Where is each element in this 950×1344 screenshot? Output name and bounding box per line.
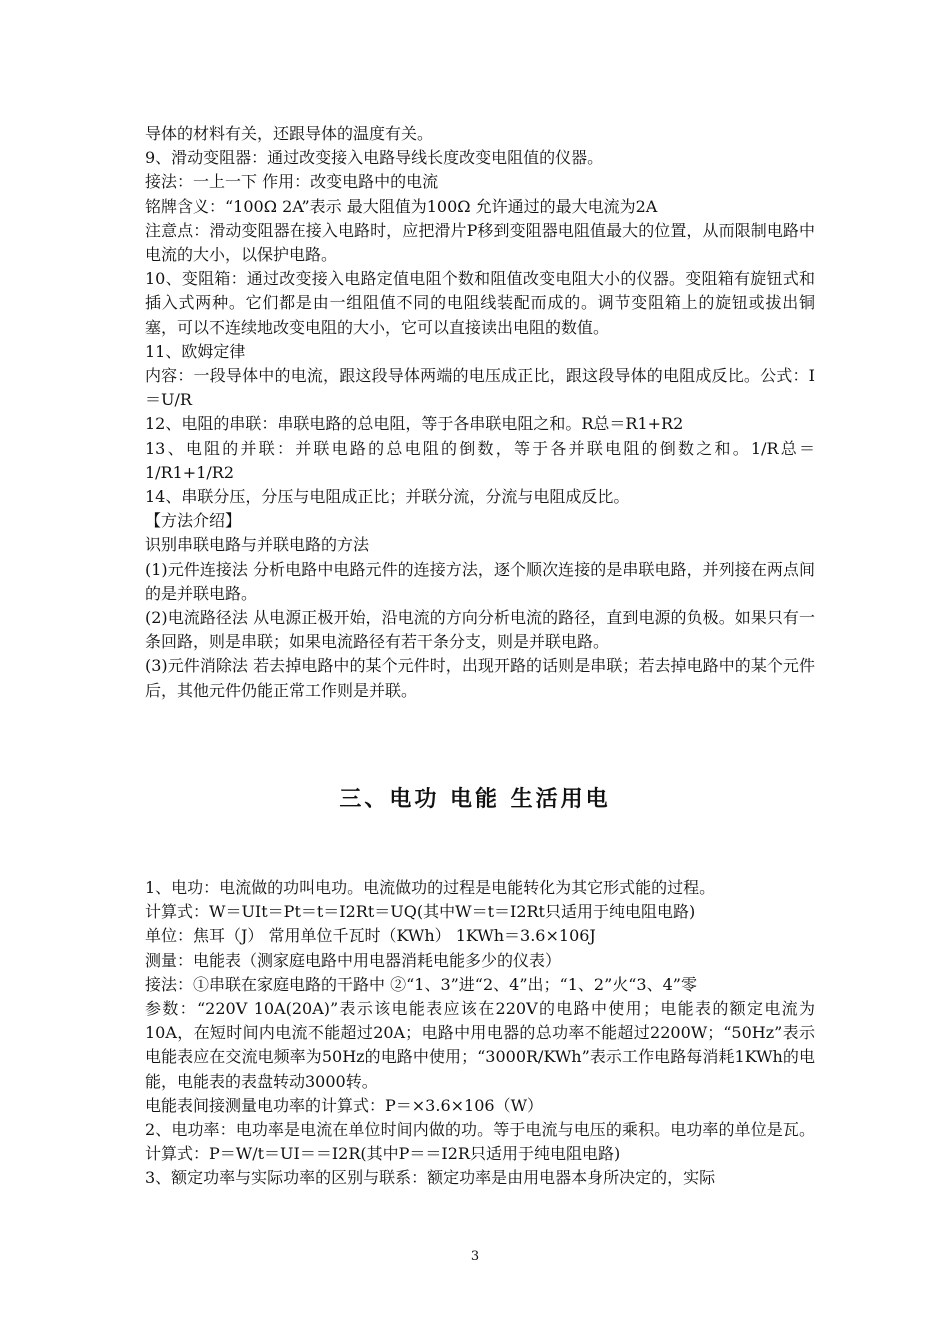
paragraph: (2)电流路径法 从电源正极开始，沿电流的方向分析电流的路径，直到电源的负极。如果只有一条回路，则是串联；如果电流路径有若干条分支，则是并联电路。 xyxy=(145,608,815,652)
paragraph: 导体的材料有关，还跟导体的温度有关。 xyxy=(145,124,434,143)
paragraph: 单位：焦耳（J） 常用单位千瓦时（KWh） 1KWh＝3.6×106J xyxy=(145,926,596,946)
paragraph: 3、额定功率与实际功率的区别与联系：额定功率是由用电器本身所决定的，实际 xyxy=(145,1168,716,1188)
paragraph: 11、欧姆定律 xyxy=(145,341,246,361)
paragraph: 识别串联电路与并联电路的方法 xyxy=(145,535,370,555)
paragraph: 12、电阻的串联：串联电路的总电阻，等于各串联电阻之和。R总＝R1+R2 xyxy=(145,414,684,434)
paragraph: 电能表间接测量电功率的计算式：P＝×3.6×106（W） xyxy=(145,1095,544,1115)
paragraph: 14、串联分压，分压与电阻成正比；并联分流，分流与电阻成反比。 xyxy=(145,487,630,507)
paragraph: 参数：“220V 10A(20A)”表示该电能表应该在220V的电路中使用；电能表的额定电流为10A，在短时间内电流不能超过20A；电路中用电器的总功率不能超过2200W；“50Hz”表示电能表应在交流电频率为50Hz的电路中使用；“3000R/KWh”表示工作电路每消耗1KWh的电能，电能表的表盘转动3000转。 xyxy=(145,999,815,1091)
paragraph: 接法：一上一下 作用：改变电路中的电流 xyxy=(145,172,439,192)
paragraph: 1、电功：电流做的功叫电功。电流做功的过程是电能转化为其它形式能的过程。 xyxy=(145,878,716,897)
paragraph: 2、电功率：电功率是电流在单位时间内做的功。等于电流与电压的乘积。电功率的单位是瓦。计算式：P＝W/t＝UI＝＝I2R(其中P＝＝I2R只适用于纯电阻电路) xyxy=(145,1120,815,1164)
section-top-text xyxy=(145,122,815,703)
paragraph: 注意点：滑动变阻器在接入电路时，应把滑片P移到变阻器电阻值最大的位置，从而限制电路中电流的大小，以保护电路。 xyxy=(145,220,815,265)
paragraph: (1)元件连接法 分析电路中电路元件的连接方法，逐个顺次连接的是串联电路，并列接在两点间的是并联电路。 xyxy=(145,559,815,603)
paragraph: 计算式：W＝UIt＝Pt＝t＝I2Rt＝UQ(其中W＝t＝I2Rt只适用于纯电阻电路) xyxy=(145,902,696,922)
paragraph: 铭牌含义：“100Ω 2A”表示 最大阻值为100Ω 允许通过的最大电流为2A xyxy=(145,196,658,216)
paragraph: 13、电阻的并联：并联电路的总电阻的倒数，等于各并联电阻的倒数之和。1/R总＝1/R1+1/R2 xyxy=(145,438,815,482)
paragraph: 接法：①串联在家庭电路的干路中 ②“1、3”进“2、4”出；“1、2”火“3、4”零 xyxy=(145,974,697,994)
paragraph: (3)元件消除法 若去掉电路中的某个元件时，出现开路的话则是串联；若去掉电路中的某个元件后，其他元件仍能正常工作则是并联。 xyxy=(145,656,815,700)
paragraph: 10、变阻箱：通过改变接入电路定值电阻个数和阻值改变电阻大小的仪器。变阻箱有旋钮式和插入式两种。它们都是由一组阻值不同的电阻线装配而成的。调节变阻箱上的旋钮或拔出铜塞，可以不连续地改变电阻的大小，它可以直接读出电阻的数值。 xyxy=(145,269,815,337)
paragraph: 内容：一段导体中的电流，跟这段导体两端的电压成正比，跟这段导体的电阻成反比。公式：I＝U/R xyxy=(145,366,815,410)
page-number: 3 xyxy=(470,1249,480,1264)
paragraph: 9、滑动变阻器：通过改变接入电路导线长度改变电阻值的仪器。 xyxy=(145,148,604,168)
section-bottom-text xyxy=(145,876,815,1191)
paragraph: 测量：电能表（测家庭电路中用电器消耗电能多少的仪表） xyxy=(145,950,562,970)
section-heading: 三、电功 电能 生活用电 xyxy=(339,787,611,812)
paragraph: 【方法介绍】 xyxy=(145,511,242,531)
